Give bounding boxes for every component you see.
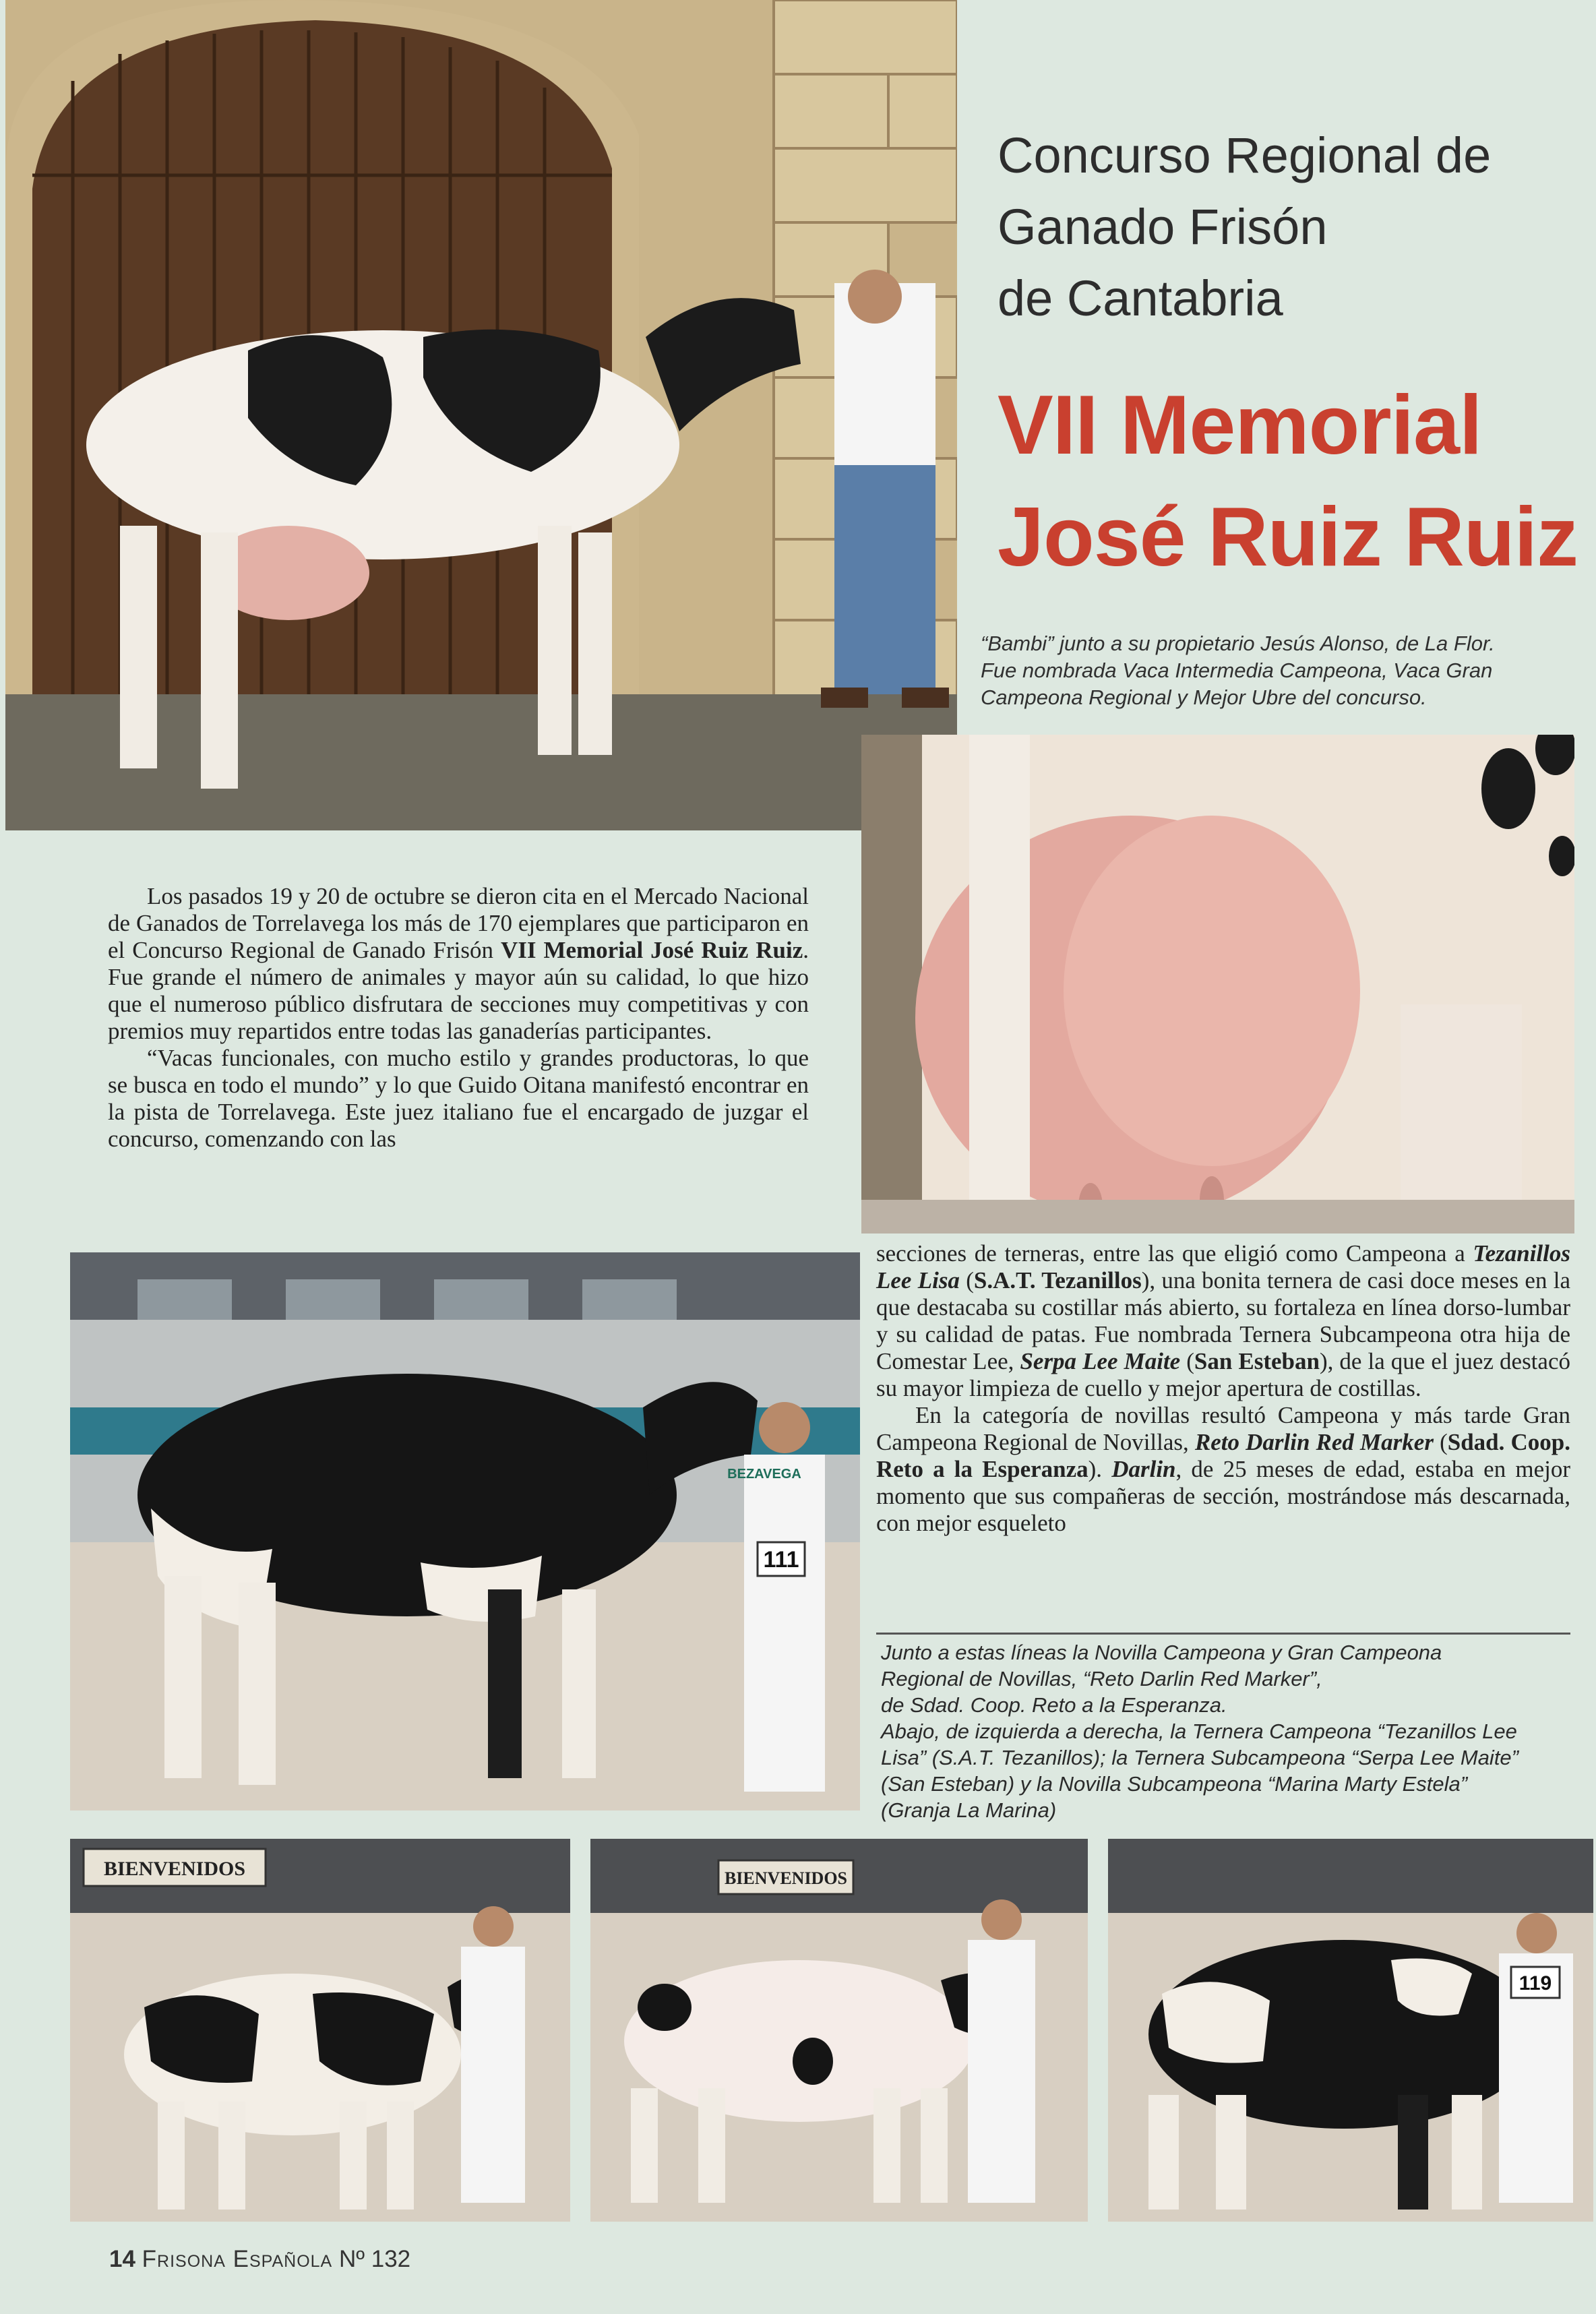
heifer-short-name: Darlin — [1111, 1456, 1176, 1482]
article-body-col2 — [876, 1240, 1570, 1537]
paragraph-3 — [876, 1240, 1570, 1402]
caption-line: Fue nombrada Vaca Intermedia Campeona, Vaca Gran — [981, 659, 1493, 682]
sponsor-bib: BEZAVEGA — [727, 1467, 801, 1482]
calf-champion-name: Tezanillos Lee Lisa — [876, 1240, 1570, 1293]
calf-champion-photo — [70, 1839, 570, 2222]
caption-line: Lisa” (S.A.T. Tezanillos); la Ternera Subcampeona “Serpa Lee Maite” — [881, 1746, 1518, 1769]
calf-subchampion-name: Serpa Lee Maite — [1020, 1348, 1181, 1374]
heifer-subchampion-photo — [1108, 1839, 1593, 2222]
breeder-name: S.A.T. Tezanillos — [973, 1267, 1142, 1293]
paragraph-1 — [108, 883, 809, 1045]
kicker-line-2: Ganado Frisón — [998, 199, 1328, 255]
kicker-line-3: de Cantabria — [998, 270, 1283, 326]
welcome-banner-2: BIENVENIDOS — [724, 1868, 848, 1888]
breeder-name: Sdad. Coop. Reto a la Esperanza — [876, 1429, 1570, 1482]
text-run: ). — [1088, 1456, 1112, 1482]
page-number: 14 — [109, 2246, 135, 2272]
competitor-number-119: 119 — [1518, 1972, 1552, 1995]
magazine-name: Frisona Española — [142, 2246, 333, 2272]
caption-line: Abajo, de izquierda a derecha, la Ternera Campeona “Tezanillos Lee — [881, 1719, 1517, 1743]
heifer-champion-name: Reto Darlin Red Marker — [1194, 1429, 1434, 1455]
text-run: . Fue grande el número de animales y mayor aún su calidad, lo que hizo que el numeroso público disfrutara de secciones muy competitivas y con premios muy repartidos entre todas las ganaderías participantes. — [108, 937, 809, 1044]
paragraph-2: “Vacas funcionales, con mucho estilo y grandes productoras, lo que se busca en todo el mundo” y lo que Guido Oitana manifestó encontrar en la pista de Torrelavega. Este juez italiano fue el encargado de juzgar el concurso, comenzando con las — [108, 1045, 809, 1152]
text-run: ( — [959, 1267, 974, 1293]
text-run: , de 25 meses de edad, estaba en mejor momento que sus compañeras de sección, mostrándose más descarnada, con mejor esqueleto — [876, 1456, 1570, 1536]
article-body-col1 — [108, 883, 809, 1153]
text-run: Los pasados 19 y 20 de octubre se dieron cita en el Mercado Nacional de Ganados de Torrelavega los más de 170 ejemplares que participaron en el Concurso Regional de Ganado Frisón — [108, 883, 809, 963]
udder-photo — [861, 735, 1574, 1234]
competitor-number-111: 111 — [763, 1547, 799, 1573]
text-run: ( — [1433, 1429, 1448, 1455]
text-run: secciones de terneras, entre las que eligió como Campeona a — [876, 1240, 1473, 1267]
page-footer — [109, 2246, 410, 2273]
issue-number: Nº 132 — [338, 2246, 411, 2272]
caption-line: Campeona Regional y Mejor Ubre del concurso. — [981, 686, 1427, 709]
caption-divider — [876, 1633, 1570, 1635]
article-title — [998, 369, 1591, 593]
caption-line: Regional de Novillas, “Reto Darlin Red Marker”, — [881, 1667, 1322, 1691]
memorial-name: VII Memorial José Ruiz Ruiz — [500, 937, 803, 963]
paragraph-4 — [876, 1402, 1570, 1537]
caption-line: “Bambi” junto a su propietario Jesús Alonso, de La Flor. — [981, 632, 1495, 655]
caption-line: (Granja La Marina) — [881, 1798, 1057, 1822]
kicker-line-1: Concurso Regional de — [998, 127, 1492, 183]
article-kicker — [998, 120, 1577, 334]
title-line-1: VII Memorial — [998, 379, 1482, 472]
caption-photos — [881, 1639, 1575, 1823]
caption-line: Junto a estas líneas la Novilla Campeona y Gran Campeona — [881, 1641, 1442, 1664]
breeder-name: San Esteban — [1194, 1348, 1320, 1374]
caption-line: de Sdad. Coop. Reto a la Esperanza. — [881, 1693, 1227, 1717]
text-run: ), de la que el juez destacó su mayor limpieza de cuello y mejor apertura de costillas. — [876, 1348, 1570, 1401]
text-run: ( — [1180, 1348, 1194, 1374]
title-line-2: José Ruiz Ruiz — [998, 491, 1578, 584]
heifer-champion-photo — [70, 1252, 860, 1810]
text-run: ), una bonita ternera de casi doce meses en la que destacaba su costillar más abierto, su fortaleza en línea dorso-lumbar y su calidad de patas. Fue nombrada Ternera Subcampeona otra hija de Comestar Lee, — [876, 1267, 1570, 1374]
text-run: En la categoría de novillas resultó Campeona y más tarde Gran Campeona Regional de Novillas, — [876, 1402, 1570, 1455]
calf-subchampion-photo — [590, 1839, 1088, 2222]
caption-bambi — [981, 630, 1554, 711]
caption-line: (San Esteban) y la Novilla Subcampeona “Marina Marty Estela” — [881, 1772, 1468, 1796]
welcome-banner-1: BIENVENIDOS — [103, 1858, 246, 1880]
hero-photo-bambi — [5, 0, 957, 830]
